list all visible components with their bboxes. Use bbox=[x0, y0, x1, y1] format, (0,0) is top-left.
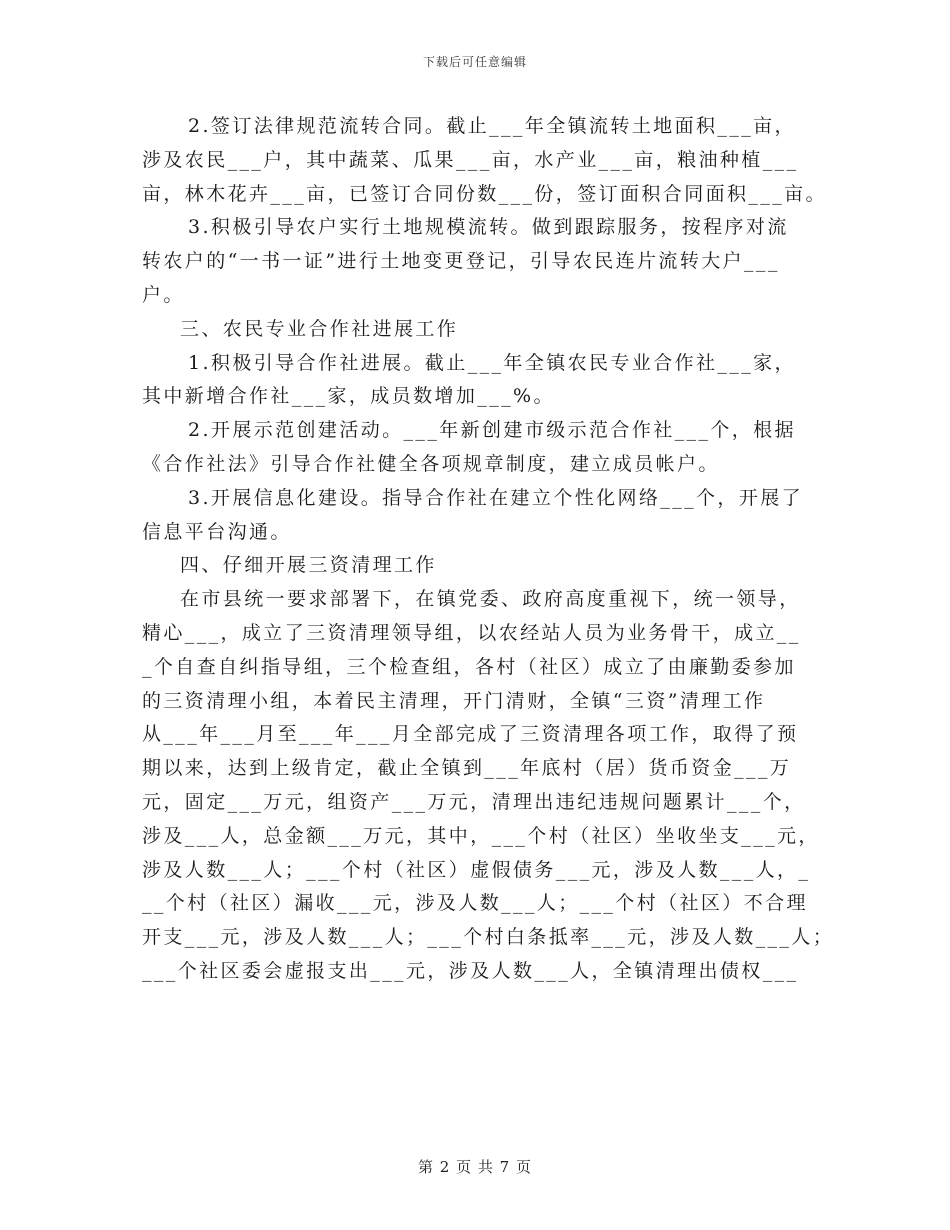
paragraph-line: 的三资清理小组，本着民主清理，开门清财，全镇“三资”清理工作 bbox=[142, 689, 766, 712]
paragraph-line: 1.积极引导合作社进展。截止___年全镇农民专业合作社___家， bbox=[188, 351, 796, 374]
paragraph-line: 转农户的“一书一证”进行土地变更登记，引导农民连片流转大户___ bbox=[142, 250, 780, 273]
paragraph-line: 《合作社法》引导合作社健全各项规章制度，建立成员帐户。 bbox=[142, 452, 720, 475]
paragraph-line: 2.开展示范创建活动。___年新创建市级示范合作社___个，根据 bbox=[188, 419, 796, 442]
page-header-note: 下载后可任意编辑 bbox=[422, 55, 527, 69]
paragraph-line: 信息平台沟通。 bbox=[142, 520, 292, 543]
paragraph-line: 2.签订法律规范流转合同。截止___年全镇流转土地面积___亩， bbox=[188, 115, 796, 137]
paragraph-line: 3.积极引导农户实行土地规模流转。做到跟踪服务，按程序对流 bbox=[188, 216, 789, 239]
paragraph-line: 其中新增合作社___家，成员数增加___%。 bbox=[142, 385, 555, 408]
paragraph-line: 开支___元，涉及人数___人；___个村白条抵率___元，涉及人数___人； bbox=[142, 926, 835, 949]
paragraph-line: 期以来，达到上级肯定，截止全镇到___年底村（居）货币资金___万 bbox=[142, 757, 792, 780]
paragraph-line: 亩，林木花卉___亩，已签订合同份数___份，签订面积合同面积___亩。 bbox=[142, 182, 827, 205]
paragraph-line: 在市县统一要求部署下，在镇党委、政府高度重视下，统一领导， bbox=[180, 588, 801, 611]
page-number: 第 2 页 共 7 页 bbox=[418, 1158, 532, 1176]
paragraph-line: _个自查自纠指导组，三个检查组，各村（社区）成立了由廉勤委参加 bbox=[142, 655, 796, 678]
paragraph-line: ___个社区委会虚报支出___元，涉及人数___人，全镇清理出债权___ bbox=[142, 959, 799, 982]
paragraph-line: 户。 bbox=[142, 283, 185, 306]
paragraph-line: 3.开展信息化建设。指导合作社在建立个性化网络___个，开展了 bbox=[188, 486, 804, 509]
paragraph-line: __个村（社区）漏收___元，涉及人数___人；___个村（社区）不合理 bbox=[142, 892, 808, 915]
paragraph-line: 涉及人数___人；___个村（社区）虚假债务___元，涉及人数___人，_ bbox=[142, 858, 811, 881]
document-body bbox=[142, 110, 835, 989]
paragraph-line: 涉及___人，总金额___万元，其中，___个村（社区）坐收坐支___元， bbox=[142, 824, 820, 847]
paragraph-line: 涉及农民___户，其中蔬菜、瓜果___亩，水产业___亩，粮油种植___ bbox=[142, 148, 799, 171]
paragraph-line: 精心___，成立了三资清理领导组，以农经站人员为业务骨干，成立__ bbox=[142, 621, 801, 644]
paragraph-line: 元，固定___万元，组资产___万元，清理出违纪违规问题累计___个， bbox=[142, 790, 806, 813]
section-heading: 三、农民专业合作社进展工作 bbox=[180, 317, 459, 340]
section-heading: 四、仔细开展三资清理工作 bbox=[180, 554, 437, 577]
paragraph-line: 从___年___月至___年___月全部完成了三资清理各项工作，取得了预 bbox=[142, 723, 799, 746]
